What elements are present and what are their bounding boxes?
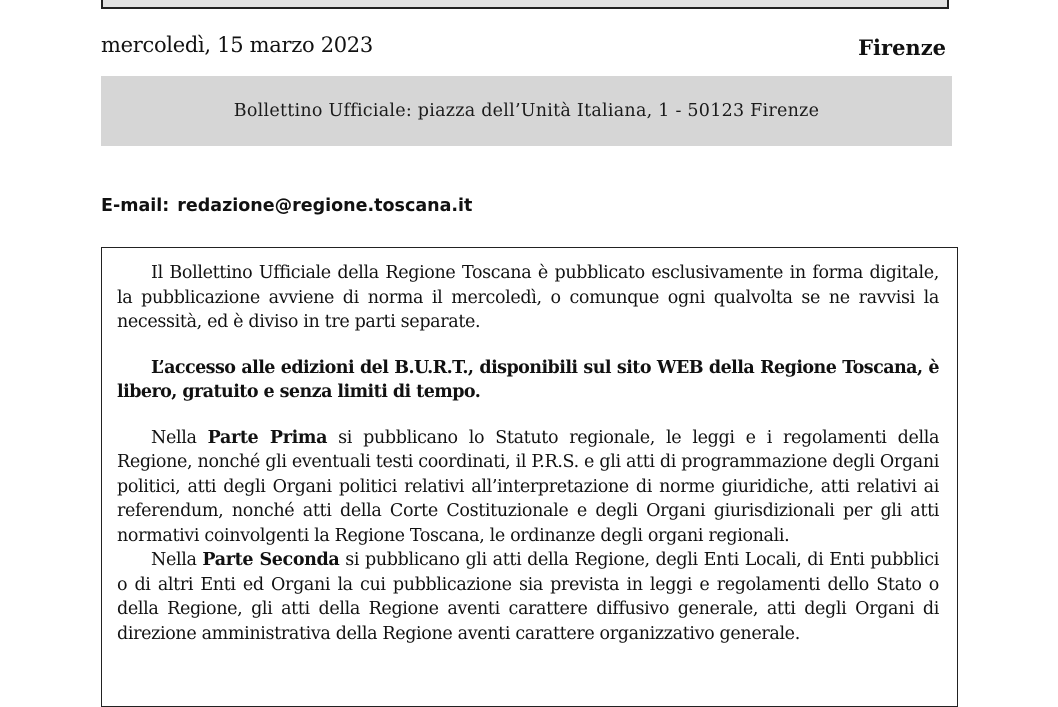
info-paragraph-parte-seconda	[117, 548, 939, 646]
header-box	[101, 0, 949, 9]
parte-prima-label: Parte Prima	[207, 427, 328, 448]
publication-date: mercoledì, 15 marzo 2023	[101, 33, 373, 57]
email-line	[101, 196, 472, 216]
email-address: redazione@regione.toscana.it	[177, 196, 473, 216]
email-label: E-mail:	[101, 196, 170, 216]
para3-text: si pubblicano lo Statuto regionale, le leggi e i regolamenti della Regione, nonché gli eventuali testi coordinati, il P.R.S. e gli atti di programmazione degli Organi politici, atti degli Organi politici relativi all’interpretazione di norme giuridiche, atti relativi ai referendum, nonché atti della Corte Costituzionale e degli Organi giurisdizionali per gli atti normativi coinvolgenti la Regione Toscana, le ordinanze degli organi regionali.	[117, 427, 940, 546]
para3-prefix: Nella	[151, 427, 197, 448]
info-paragraph-parte-prima	[117, 426, 939, 549]
info-paragraph-access: L’accesso alle edizioni del B.U.R.T., disponibili sul sito WEB della Regione Toscana, è libero, gratuito e senza limiti di tempo.	[117, 357, 939, 402]
parte-seconda-label: Parte Seconda	[202, 550, 340, 570]
address-text: Bollettino Ufficiale: piazza dell’Unità Italiana, 1 - 50123 Firenze	[233, 101, 820, 121]
publication-city: Firenze	[858, 35, 946, 60]
para4-prefix: Nella	[151, 550, 197, 570]
para4-text: si pubblicano gli atti della Regione, degli Enti Locali, di Enti pubblici o di altri Enti ed Organi la cui pubblicazione sia prevista in leggi e regolamenti dello Stato o della Regione, gli atti della Regione aventi carattere diffusivo generale, atti degli Organi di direzione amministrativa della Regione aventi carattere organizzativo generale.	[117, 550, 939, 644]
info-paragraph-1: Il Bollettino Ufficiale della Regione Toscana è pubblicato esclusivamente in forma digitale, la pubblicazione avviene di norma il mercoledì, o comunque ogni qualvolta se ne ravvisi la necessità, ed è diviso in tre parti separate.	[117, 263, 939, 332]
address-banner	[101, 76, 952, 146]
info-box	[101, 247, 958, 707]
